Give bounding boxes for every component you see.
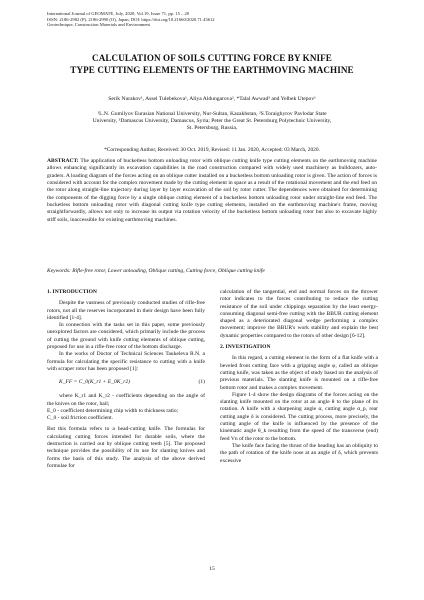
abstract: [47, 158, 377, 224]
equation-number: (1): [198, 379, 205, 386]
author-list: Serik Nurakov¹, Assel Tulebekova¹, Aliya Aldungarova², *Talal Awwad³ and Yelbek Utepov¹: [108, 96, 316, 102]
investigation-paragraph-1: In this regard, a cutting element in the form of a flat knife with a beveled front cutting face with a gripping angle φ, called an oblique cutting knife, was taken as the object of study based on the analysis of previous materials. The slanting knife is mounted on a rifle-free bottom rotor and makes a complex movement.: [220, 355, 378, 391]
section-heading-investigation: 2. INVESTIGATION: [220, 344, 271, 351]
title-line-1: CALCULATION OF SOILS CUTTING FORCE BY KNIFE: [92, 53, 332, 63]
affiliation-line-3: St. Petersburg, Russia,: [186, 125, 238, 132]
equation-formula: K_FF = C_0(K_r1 + E_0K_r2): [59, 379, 130, 386]
right-paragraph-1: calculation of the tangential, end and normal forces on the thrower rotor indicates to the forces contributing to reduce the cutting resistance of the soil under chippings separation by the least energy-consuming diagonal semi-free cutting with the BBUR cutting element shaped as a deteriorated diagonal wedge performing a complex movement; improve the BBUR's work stability and explain the best dynamic properties compared to the rotors of other design [6-12].: [220, 289, 378, 339]
abstract-text: The application of bucketless bottom unloading rotor with oblique cutting knife type cutting elements on the earthmoving machine allows enhancing significantly its excavation capabilities in the road construction compared with widely used machinery as bulldozers, auto-graders. A loading diagram of the forces acting on an oblique cutter installed on a bucketless bottom unloading rotor is given. The action of forces is considered with account for the complex movement made by the cutting element in space as a result of the rotational movement and the end feed on the rotor along straight-line trajectory during layer by layer excavation of the soil by rotor cutter. The dependences were obtained for determining the components of the digging force by a single oblique cutting element of a bucketless bottom unloading rotor under straight-line end feed. The bucketless bottom unloading rotor with diagonal cutting knife type cutting elements, installed on the earthmoving machine's frame, moving straightforwardly, allows not only to increase its output via rotation velocity of the bucketless bottom unloading rotor but also to excavate highly stiff soils, inaccessible for existing earthmoving machines.: [47, 158, 377, 223]
corresponding-author-note: *Corresponding Author, Received: 30 Oct. 2019, Revised: 11 Jan. 2020, Accepted: 03 March, 2020.: [104, 147, 320, 153]
equation-1: [47, 376, 205, 390]
journal-header: [47, 11, 377, 28]
paper-title: [40, 53, 384, 76]
left-column: [47, 289, 205, 470]
header-line-1: International Journal of GEOMATE, July, 2020, Vol.19, Issue 71, pp. 15 – 20: [47, 11, 190, 16]
title-line-2: TYPE CUTTING ELEMENTS OF THE EARTHMOVING MACHINE: [70, 64, 354, 75]
intro-paragraph-1: Despite the vastness of previously conducted studies of rifle-free rotors, not all the reserves incorporated in their design have been fully identified [1-4].: [47, 300, 205, 321]
intro-paragraph-7: But this formula refers to a head-cutting knife. The formulas for calculating cutting forces intended for durable soils, where the destruction is carried out by oblique cutting teeth [5]. The proposed technique provides the possibility of its use for slanting knives and forms the basis of this study. The analysis of the above derived formulae for: [47, 426, 205, 469]
intro-paragraph-3: In the works of Doctor of Technical Sciences Taukeleva R.N. a formula for calculating the specific resistance to cutting with a knife with scraper rotor has been proposed [1]:: [47, 351, 205, 372]
right-column: [220, 289, 378, 465]
abstract-label: ABSTRACT:: [47, 158, 79, 164]
affiliation-line-2: University, ³Damascus University, Damascus, Syria; Peter the Great St. Petersburg Polytechnic University,: [92, 118, 332, 125]
affiliations: [40, 111, 384, 133]
intro-paragraph-6: C_0 - soil friction coefficient.: [47, 415, 113, 422]
investigation-paragraph-2: Figure 1-4 show the design diagrams of the forces acting on the slanting knife mounted on the rotor at an angle θ to the plane of its rotation. A knife with a sharpening angle α, cutting angle α_p, rear cutting angle δ is considered. The cutting process, more precisely, the cutting angle of the knife is influenced by the presence of the kinematic angle θ_k resulting from the speed of the transverse (end) feed Vn of the rotor to the bottom.: [220, 391, 378, 442]
investigation-paragraph-3: The knife face facing the thrust of the heading has an obliquity to the path of rotation of the knife nose at an angle of δ, which prevents excessive: [220, 442, 378, 464]
header-line-2: ISSN: 2186-2982 (P), 2186-2990 (O), Japan, DOI: https://doi.org/10.21660/2020.71.43612: [47, 16, 215, 22]
section-heading-introduction: 1. INTRODUCTION: [47, 289, 97, 295]
intro-paragraph-2: In connection with the tasks set in this paper, some previously unexplored factors are considered, which primarily include the process of cutting the ground with knife cutting elements of oblique cutting, proposed for use in a rifle-free rotor of the bottom discharge.: [47, 322, 205, 351]
intro-paragraph-4: where K_r1 and K_r2 - coefficients depending on the angle of the knives on the rotor, hail;: [47, 393, 205, 407]
header-line-3: Geotechnique, Construction Materials and Environment: [47, 22, 150, 28]
affiliation-line-1: ¹L.N. Gumilyov Eurasian National University, Nur-Sultan, Kazakhstan, ²S.Toraighyrov Pavlodar State: [97, 111, 327, 117]
intro-paragraph-5: E_0 - coefficient determining chip width to thickness ratio;: [47, 407, 179, 414]
page-number: 15: [209, 566, 215, 572]
keywords: Keywords: Rifle-free rotor, Lower unloading, Oblique cutting, Cutting force, Oblique cutting knife: [47, 268, 265, 274]
